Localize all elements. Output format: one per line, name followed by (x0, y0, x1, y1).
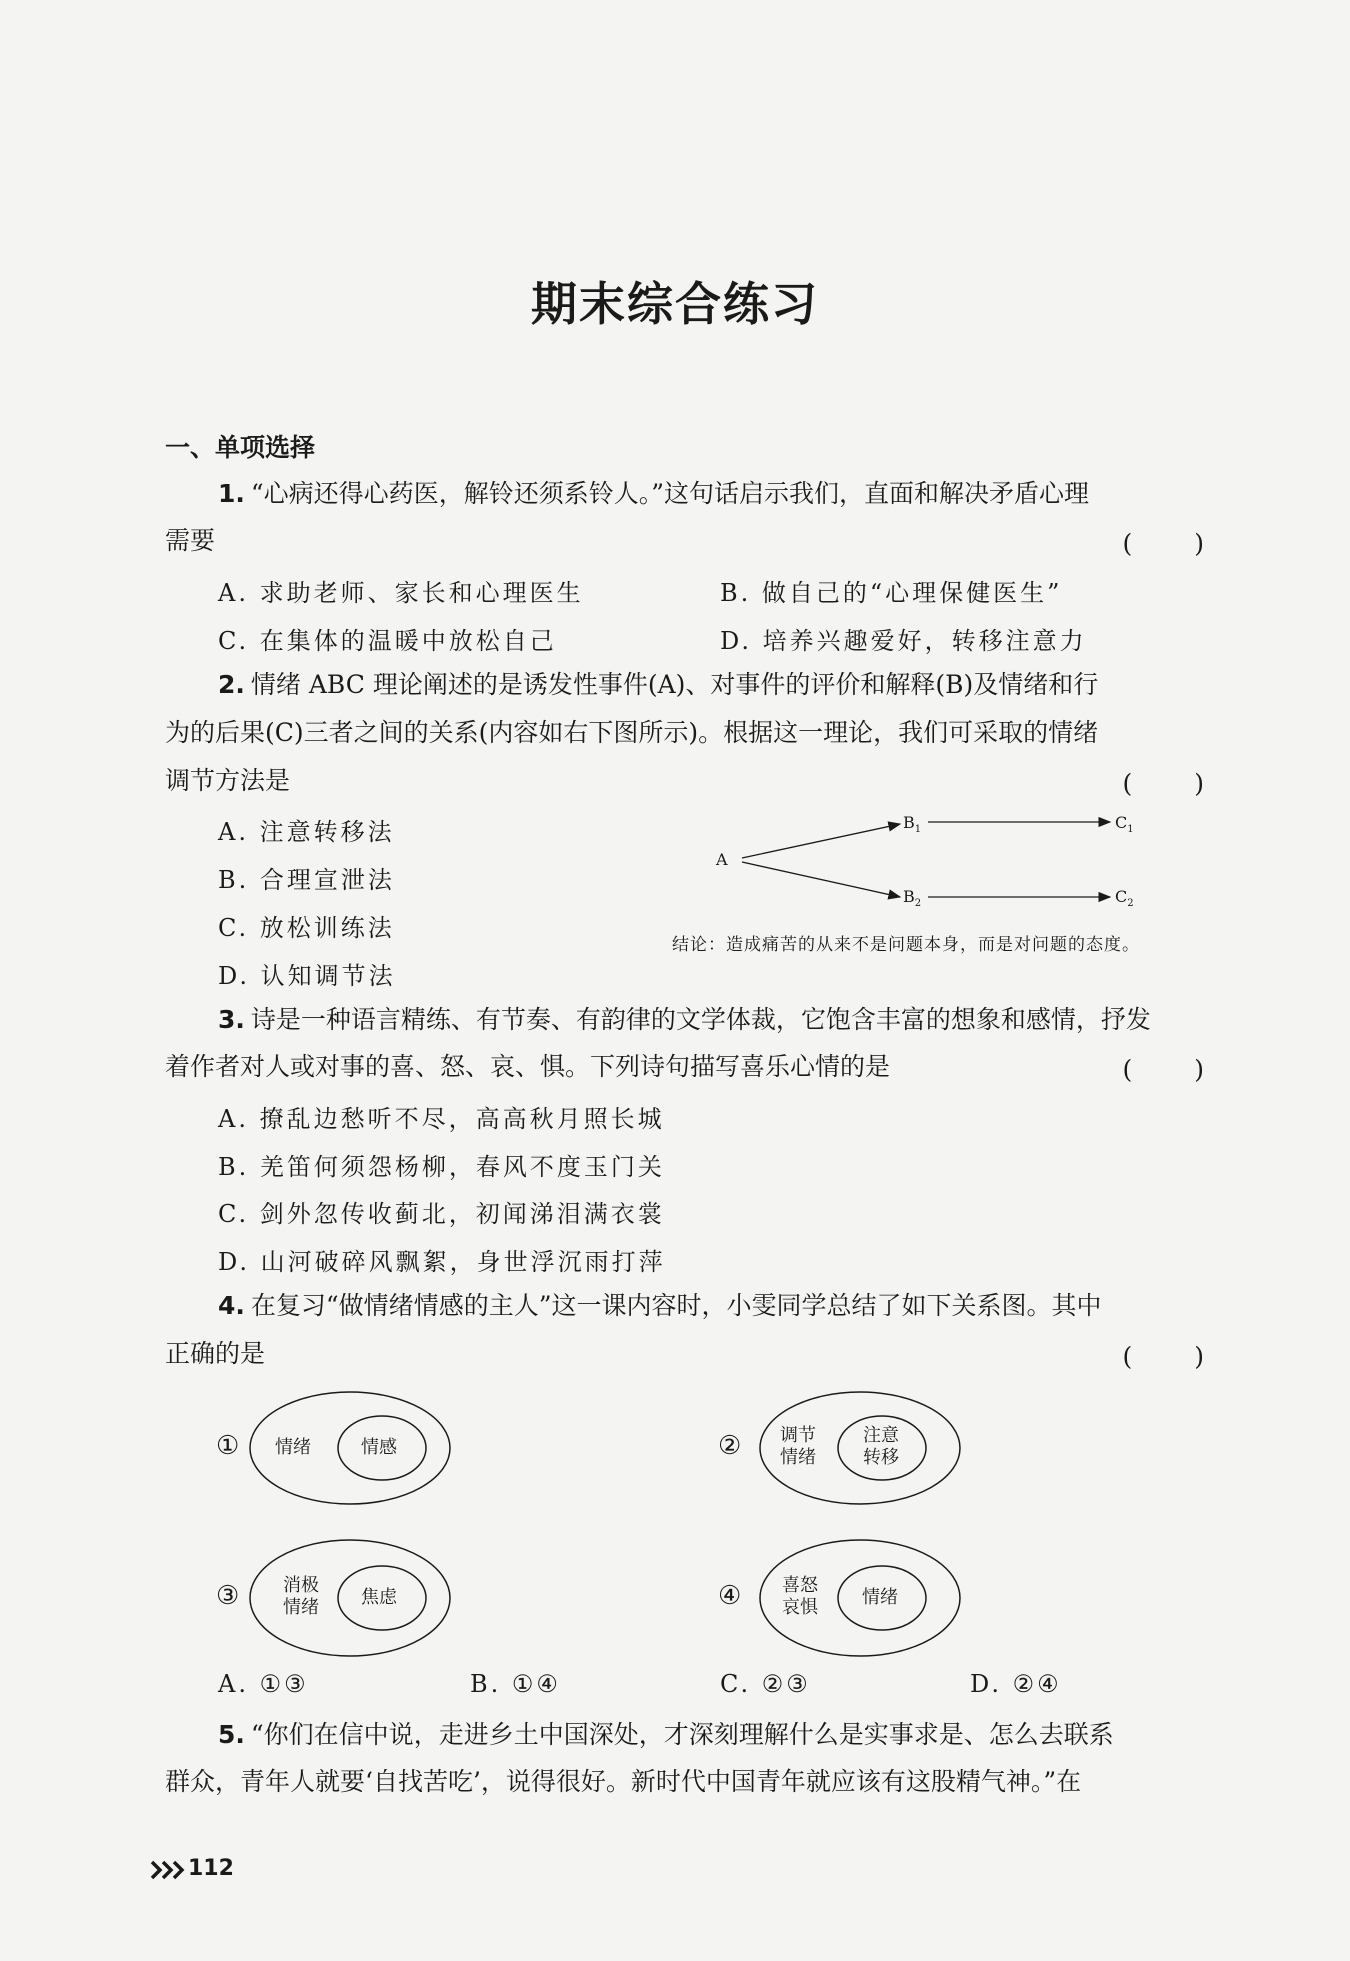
q3-option-c: C. 剑外忽传收蓟北，初闻涕泪满衣裳 (218, 1200, 665, 1228)
q2-answer-bracket: ( ) (1122, 769, 1208, 798)
diagram-node-c2: $C_2$ (1115, 887, 1134, 910)
diagram-node-a: A (716, 850, 728, 869)
q1-option-d: D. 培养兴趣爱好，转移注意力 (720, 627, 1087, 655)
page-title: 期末综合练习 (531, 277, 819, 331)
arrow-a-b2 (742, 862, 900, 897)
q1-option-b: B. 做自己的“心理保健医生” (720, 579, 1063, 607)
q2-number: 2. (218, 670, 245, 699)
chevrons-icon (150, 1859, 190, 1881)
q4-option-b: B. ①④ (470, 1670, 561, 1698)
q3-answer-bracket: ( ) (1122, 1055, 1208, 1084)
fig2-number: ② (718, 1431, 742, 1461)
q2-option-c: C. 放松训练法 (218, 914, 395, 942)
q1-option-c: C. 在集体的温暖中放松自己 (218, 627, 557, 655)
fig3-outer-label: 消极 情绪 (283, 1575, 319, 1618)
fig3-number: ③ (216, 1581, 240, 1611)
fig1-outer-label: 情绪 (275, 1437, 311, 1458)
q2-line1: 2. 情绪 ABC 理论阐述的是诱发性事件(A)、对事件的评价和解释(B)及情绪和行 (218, 670, 1099, 699)
section-heading: 一、单项选择 (165, 433, 316, 462)
q2-line3: 调节方法是 (165, 766, 291, 795)
q3-option-a: A. 撩乱边愁听不尽，高高秋月照长城 (218, 1105, 665, 1133)
q1-line2: 需要 (165, 526, 216, 555)
diagram-node-b2: $B_2$ (903, 887, 922, 910)
q5-line1: 5. “你们在信中说，走进乡土中国深处，才深刻理解什么是实事求是、怎么去联系 (218, 1720, 1114, 1749)
q2-option-a: A. 注意转移法 (218, 818, 395, 846)
fig3-inner-label: 焦虑 (361, 1587, 397, 1608)
q4-answer-bracket: ( ) (1122, 1342, 1208, 1371)
q1-line1: 1. “心病还得心药医，解铃还须系铃人。”这句话启示我们，直面和解决矛盾心理 (218, 479, 1089, 508)
fig4-number: ④ (718, 1581, 742, 1611)
q3-line2: 着作者对人或对事的喜、怒、哀、惧。下列诗句描写喜乐心情的是 (165, 1052, 891, 1081)
q4-number: 4. (218, 1291, 245, 1320)
q4-line2: 正确的是 (165, 1339, 266, 1368)
fig4-inner-label: 情绪 (862, 1587, 898, 1608)
fig1-number: ① (216, 1431, 240, 1461)
fig3-outer-ellipse (250, 1540, 450, 1656)
q1-number: 1. (218, 479, 245, 508)
q5-line2: 群众，青年人就要‘自找苦吃’，说得很好。新时代中国青年就应该有这股精气神。”在 (165, 1767, 1082, 1796)
diagram-node-c1: $C_1$ (1115, 813, 1134, 836)
q4-option-c: C. ②③ (720, 1670, 811, 1698)
q1-answer-bracket: ( ) (1122, 529, 1208, 558)
q4-option-a: A. ①③ (218, 1670, 309, 1698)
q3-option-b: B. 羌笛何须怨杨柳，春风不度玉门关 (218, 1153, 665, 1181)
diagram-node-b1: $B_1$ (903, 813, 922, 836)
fig1-inner-label: 情感 (361, 1437, 397, 1458)
fig4-outer-label: 喜怒 哀惧 (782, 1575, 818, 1618)
fig2-inner-label: 注意 转移 (863, 1425, 899, 1468)
q4-line1: 4. 在复习“做情绪情感的主人”这一课内容时，小雯同学总结了如下关系图。其中 (218, 1291, 1102, 1320)
q3-number: 3. (218, 1005, 245, 1034)
q4-option-d: D. ②④ (970, 1670, 1062, 1698)
q5-number: 5. (218, 1720, 245, 1749)
q2-line2: 为的后果(C)三者之间的关系(内容如右下图所示)。根据这一理论，我们可采取的情绪 (165, 718, 1099, 747)
fig2-outer-label: 调节 情绪 (780, 1425, 816, 1468)
abc-diagram (700, 800, 1220, 920)
q3-line1: 3. 诗是一种语言精练、有节奏、有韵律的文学体裁，它饱含丰富的想象和感情，抒发 (218, 1005, 1151, 1034)
q2-option-d: D. 认知调节法 (218, 962, 396, 990)
q2-option-b: B. 合理宣泄法 (218, 866, 395, 894)
arrow-a-b1 (742, 824, 900, 858)
page-number: 112 (188, 1856, 234, 1881)
q3-option-d: D. 山河破碎风飘絮，身世浮沉雨打萍 (218, 1248, 666, 1276)
diagram-conclusion: 结论：造成痛苦的从来不是问题本身，而是对问题的态度。 (672, 935, 1140, 955)
q1-option-a: A. 求助老师、家长和心理医生 (218, 579, 584, 607)
